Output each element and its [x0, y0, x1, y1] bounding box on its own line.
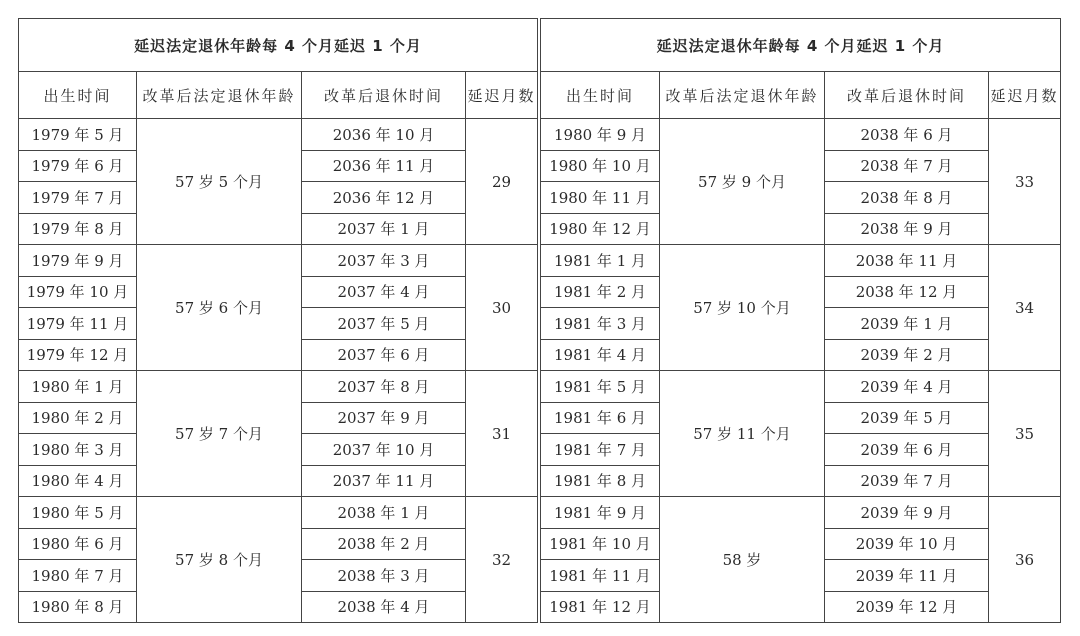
- header-retirement-time: 改革后退休时间: [825, 72, 989, 119]
- retirement-age-cell: 57 岁 10 个月: [660, 245, 825, 371]
- header-delay-months: 延迟月数: [989, 72, 1061, 119]
- birth-cell: 1981 年 10 月: [541, 528, 660, 560]
- delay-months-cell: 33: [989, 119, 1061, 245]
- retire-cell: 2038 年 1 月: [302, 497, 466, 529]
- header-retirement-time: 改革后退休时间: [302, 72, 466, 119]
- birth-cell: 1980 年 9 月: [541, 119, 660, 151]
- header-birth-time: 出生时间: [541, 72, 660, 119]
- delay-months-cell: 29: [466, 119, 538, 245]
- birth-cell: 1981 年 9 月: [541, 497, 660, 529]
- birth-cell: 1980 年 12 月: [541, 213, 660, 245]
- retire-cell: 2039 年 1 月: [825, 308, 989, 340]
- table-row: [541, 371, 1061, 403]
- birth-cell: 1981 年 7 月: [541, 434, 660, 466]
- birth-cell: 1979 年 10 月: [19, 276, 137, 308]
- retire-cell: 2039 年 10 月: [825, 528, 989, 560]
- retirement-age-cell: 57 岁 7 个月: [137, 371, 302, 497]
- retire-cell: 2039 年 2 月: [825, 339, 989, 371]
- retire-cell: 2037 年 4 月: [302, 276, 466, 308]
- retire-cell: 2038 年 6 月: [825, 119, 989, 151]
- retirement-table-left: [18, 18, 538, 623]
- retire-cell: 2038 年 4 月: [302, 591, 466, 623]
- retire-cell: 2037 年 8 月: [302, 371, 466, 403]
- retirement-age-cell: 57 岁 8 个月: [137, 497, 302, 623]
- retire-cell: 2037 年 1 月: [302, 213, 466, 245]
- table-row: [19, 119, 538, 151]
- birth-cell: 1980 年 1 月: [19, 371, 137, 403]
- retire-cell: 2036 年 12 月: [302, 182, 466, 214]
- retirement-age-cell: 57 岁 9 个月: [660, 119, 825, 245]
- delay-months-cell: 35: [989, 371, 1061, 497]
- birth-cell: 1979 年 9 月: [19, 245, 137, 277]
- birth-cell: 1981 年 12 月: [541, 591, 660, 623]
- table-row: [19, 497, 538, 529]
- retirement-age-cell: 57 岁 6 个月: [137, 245, 302, 371]
- birth-cell: 1981 年 1 月: [541, 245, 660, 277]
- retire-cell: 2039 年 4 月: [825, 371, 989, 403]
- retire-cell: 2039 年 5 月: [825, 402, 989, 434]
- right-table-panel: [540, 18, 1061, 623]
- header-delay-months: 延迟月数: [466, 72, 538, 119]
- retirement-age-cell: 57 岁 11 个月: [660, 371, 825, 497]
- birth-cell: 1979 年 11 月: [19, 308, 137, 340]
- retire-cell: 2039 年 11 月: [825, 560, 989, 592]
- retire-cell: 2038 年 12 月: [825, 276, 989, 308]
- retire-cell: 2039 年 12 月: [825, 591, 989, 623]
- birth-cell: 1980 年 4 月: [19, 465, 137, 497]
- birth-cell: 1980 年 5 月: [19, 497, 137, 529]
- retirement-age-cell: 57 岁 5 个月: [137, 119, 302, 245]
- birth-cell: 1980 年 11 月: [541, 182, 660, 214]
- table-row: [541, 119, 1061, 151]
- retire-cell: 2038 年 2 月: [302, 528, 466, 560]
- table-row: [541, 497, 1061, 529]
- birth-cell: 1980 年 7 月: [19, 560, 137, 592]
- retirement-age-cell: 58 岁: [660, 497, 825, 623]
- table-row: [19, 245, 538, 277]
- retirement-table-right: [540, 18, 1061, 623]
- header-birth-time: 出生时间: [19, 72, 137, 119]
- retire-cell: 2038 年 3 月: [302, 560, 466, 592]
- table-row: [19, 371, 538, 403]
- retire-cell: 2038 年 11 月: [825, 245, 989, 277]
- birth-cell: 1979 年 8 月: [19, 213, 137, 245]
- header-retirement-age: 改革后法定退休年龄: [137, 72, 302, 119]
- delay-months-cell: 32: [466, 497, 538, 623]
- retire-cell: 2039 年 6 月: [825, 434, 989, 466]
- retire-cell: 2036 年 11 月: [302, 150, 466, 182]
- retire-cell: 2038 年 7 月: [825, 150, 989, 182]
- birth-cell: 1981 年 2 月: [541, 276, 660, 308]
- table-row: [541, 245, 1061, 277]
- table-title: 延迟法定退休年龄每 4 个月延迟 1 个月: [19, 19, 538, 72]
- birth-cell: 1981 年 5 月: [541, 371, 660, 403]
- retire-cell: 2037 年 11 月: [302, 465, 466, 497]
- birth-cell: 1979 年 7 月: [19, 182, 137, 214]
- retire-cell: 2038 年 8 月: [825, 182, 989, 214]
- delay-months-cell: 31: [466, 371, 538, 497]
- birth-cell: 1979 年 5 月: [19, 119, 137, 151]
- birth-cell: 1979 年 6 月: [19, 150, 137, 182]
- birth-cell: 1980 年 6 月: [19, 528, 137, 560]
- table-title: 延迟法定退休年龄每 4 个月延迟 1 个月: [541, 19, 1061, 72]
- delay-months-cell: 34: [989, 245, 1061, 371]
- left-table-panel: [18, 18, 538, 623]
- birth-cell: 1981 年 4 月: [541, 339, 660, 371]
- retire-cell: 2038 年 9 月: [825, 213, 989, 245]
- birth-cell: 1980 年 3 月: [19, 434, 137, 466]
- birth-cell: 1979 年 12 月: [19, 339, 137, 371]
- birth-cell: 1981 年 11 月: [541, 560, 660, 592]
- retire-cell: 2037 年 6 月: [302, 339, 466, 371]
- birth-cell: 1981 年 6 月: [541, 402, 660, 434]
- retire-cell: 2036 年 10 月: [302, 119, 466, 151]
- birth-cell: 1981 年 3 月: [541, 308, 660, 340]
- delay-months-cell: 30: [466, 245, 538, 371]
- retire-cell: 2037 年 5 月: [302, 308, 466, 340]
- birth-cell: 1980 年 2 月: [19, 402, 137, 434]
- birth-cell: 1980 年 8 月: [19, 591, 137, 623]
- retire-cell: 2037 年 3 月: [302, 245, 466, 277]
- retire-cell: 2039 年 7 月: [825, 465, 989, 497]
- retire-cell: 2037 年 9 月: [302, 402, 466, 434]
- birth-cell: 1981 年 8 月: [541, 465, 660, 497]
- birth-cell: 1980 年 10 月: [541, 150, 660, 182]
- delay-months-cell: 36: [989, 497, 1061, 623]
- retire-cell: 2039 年 9 月: [825, 497, 989, 529]
- retire-cell: 2037 年 10 月: [302, 434, 466, 466]
- header-retirement-age: 改革后法定退休年龄: [660, 72, 825, 119]
